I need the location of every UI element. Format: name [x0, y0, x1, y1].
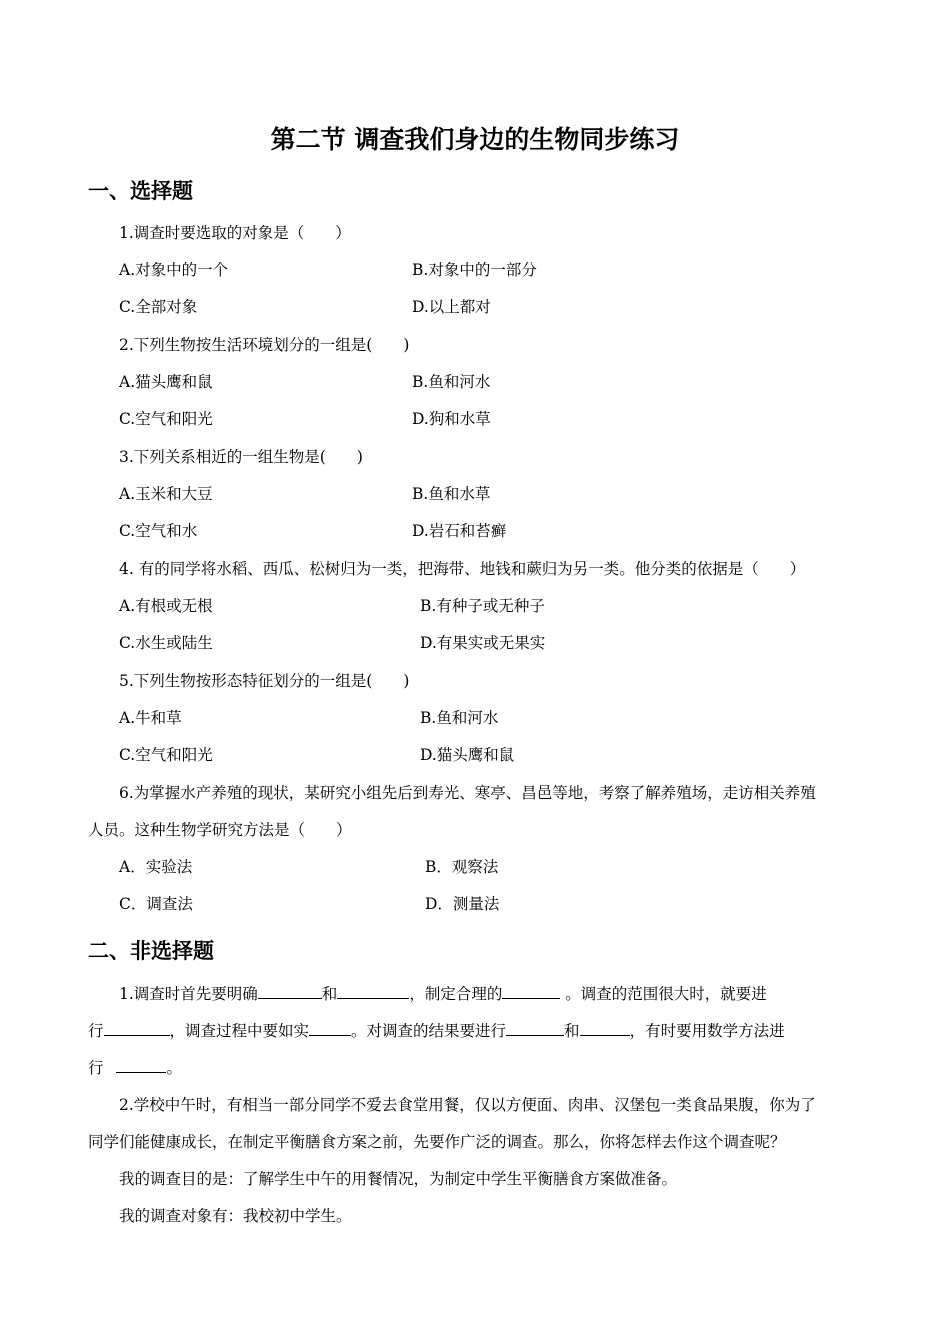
question-2: 2.下列生物按生活环境划分的一组是( ) [119, 336, 410, 354]
q5-option-a: A.牛和草 [119, 709, 182, 727]
answer-purpose: 我的调查目的是：了解学生中午的用餐情况，为制定中学生平衡膳食方案做准备。 [119, 1170, 678, 1188]
q2-option-b: B.鱼和河水 [412, 373, 491, 391]
answer-blank[interactable] [258, 982, 322, 999]
q1-option-c: C.全部对象 [119, 298, 198, 316]
question-6-line-2: 人员。这种生物学研究方法是（ ） [88, 821, 352, 839]
fill-text: 行 [88, 1059, 109, 1077]
answer-blank[interactable] [580, 1019, 630, 1036]
q1-option-d: D.以上都对 [412, 298, 491, 316]
q4-option-a: A.有根或无根 [119, 597, 213, 615]
q2-option-d: D.狗和水草 [412, 410, 491, 428]
q4-option-c: C.水生或陆生 [119, 634, 213, 652]
question-5: 5.下列生物按形态特征划分的一组是( ) [119, 672, 410, 690]
answer-blank[interactable] [104, 1019, 170, 1036]
question-4: 4. 有的同学将水稻、西瓜、松树归为一类，把海带、地钱和蕨归为另一类。他分类的依据是（ ） [119, 560, 806, 578]
fill-text: 和 [321, 985, 338, 1003]
fill-text: 。 [166, 1059, 182, 1077]
answer-blank[interactable] [337, 982, 409, 999]
fill-text: 。调查的范围很大时，就要进 [560, 985, 767, 1003]
q4-option-b: B.有种子或无种子 [420, 597, 545, 615]
q6-option-d: D．测量法 [425, 895, 500, 913]
q4-option-d: D.有果实或无果实 [420, 634, 546, 652]
answer-blank[interactable] [506, 1019, 564, 1036]
q5-option-c: C.空气和阳光 [119, 746, 213, 764]
q2-option-c: C.空气和阳光 [119, 410, 213, 428]
q6-option-c: C．调查法 [119, 895, 193, 913]
fill-text: 1.调查时首先要明确 [119, 985, 258, 1003]
q1-option-a: A.对象中的一个 [119, 261, 229, 279]
answer-blank[interactable] [502, 982, 560, 999]
q5-option-b: B.鱼和河水 [420, 709, 499, 727]
fill-question-line-3 [88, 1056, 182, 1079]
q5-option-d: D.猫头鹰和鼠 [420, 746, 515, 764]
answer-blank[interactable] [116, 1056, 166, 1073]
q2-option-a: A.猫头鹰和鼠 [119, 373, 213, 391]
fill-question-line-1 [119, 982, 767, 1005]
q1-option-b: B.对象中的一部分 [412, 261, 537, 279]
question-3: 3.下列关系相近的一组生物是( ) [119, 448, 363, 466]
section-heading-choice: 一、选择题 [88, 179, 193, 203]
fill-text: 行 [88, 1022, 104, 1040]
fill-question-line-2 [88, 1019, 785, 1042]
q6-option-a: A．实验法 [119, 858, 193, 876]
fill-text: ，制定合理的 [409, 985, 503, 1003]
fill-text: 。对调查的结果要进行 [351, 1022, 507, 1040]
q6-option-b: B．观察法 [425, 858, 499, 876]
question-2b-line-1: 2.学校中午时，有相当一部分同学不爱去食堂用餐，仅以方便面、肉串、汉堡包一类食品果腹，你为了 [119, 1096, 816, 1114]
fill-text: ，有时要用数学方法进 [629, 1022, 785, 1040]
q3-option-d: D.岩石和苔癣 [412, 522, 507, 540]
q3-option-b: B.鱼和水草 [412, 485, 491, 503]
fill-text: 和 [564, 1022, 580, 1040]
question-2b-line-2: 同学们能健康成长，在制定平衡膳食方案之前，先要作广泛的调查。那么，你将怎样去作这个调查呢？ [88, 1133, 786, 1151]
fill-text: ，调查过程中要如实 [169, 1022, 310, 1040]
section-heading-nonchoice: 二、非选择题 [88, 939, 214, 963]
q3-option-c: C.空气和水 [119, 522, 198, 540]
q3-option-a: A.玉米和大豆 [119, 485, 213, 503]
question-6-line-1: 6.为掌握水产养殖的现状，某研究小组先后到寿光、寒亭、昌邑等地，考察了解养殖场，走访相关养殖 [119, 784, 816, 802]
question-1: 1.调查时要选取的对象是（ ） [119, 224, 351, 242]
page-title: 第二节 调查我们身边的生物同步练习 [270, 125, 680, 154]
answer-subjects: 我的调查对象有：我校初中学生。 [119, 1207, 352, 1225]
answer-blank[interactable] [309, 1019, 351, 1036]
